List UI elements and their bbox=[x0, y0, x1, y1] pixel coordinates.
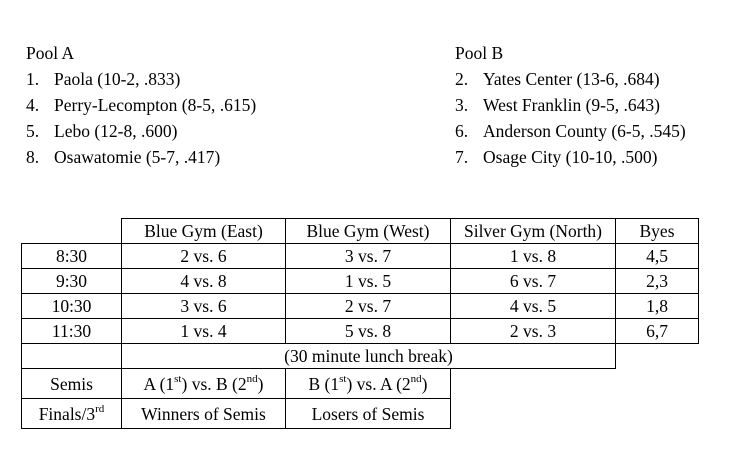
game-cell: 3 vs. 6 bbox=[122, 294, 286, 319]
pool-b bbox=[455, 40, 686, 170]
finals-game-2: Losers of Semis bbox=[286, 399, 451, 429]
team-name: West Franklin (9-5, .643) bbox=[483, 95, 660, 115]
team-name: Lebo (12-8, .600) bbox=[54, 121, 178, 141]
empty-cell bbox=[616, 344, 699, 369]
finals-row bbox=[22, 399, 699, 429]
lunch-break-cell: (30 minute lunch break) bbox=[122, 344, 616, 369]
table-row bbox=[22, 244, 699, 269]
team-name: Anderson County (6-5, .545) bbox=[483, 121, 686, 141]
team-seed: 1. bbox=[26, 69, 40, 89]
team-seed: 2. bbox=[455, 69, 469, 89]
empty-cell bbox=[22, 344, 122, 369]
team-name: Paola (10-2, .833) bbox=[54, 69, 181, 89]
pool-a-title: Pool A bbox=[26, 43, 75, 63]
game-cell: 2 vs. 6 bbox=[122, 244, 286, 269]
header-byes: Byes bbox=[616, 219, 699, 244]
game-cell: 3 vs. 7 bbox=[286, 244, 451, 269]
empty-cell bbox=[616, 369, 699, 399]
lunch-row bbox=[22, 344, 699, 369]
empty-cell bbox=[451, 399, 616, 429]
finals-label: Finals/3rd bbox=[22, 399, 122, 429]
byes-cell: 6,7 bbox=[616, 319, 699, 344]
pool-a-team bbox=[26, 66, 256, 92]
game-cell: 2 vs. 3 bbox=[451, 319, 616, 344]
team-name: Perry-Lecompton (8-5, .615) bbox=[54, 95, 257, 115]
pool-b-team bbox=[455, 144, 686, 170]
team-seed: 7. bbox=[455, 147, 469, 167]
team-seed: 6. bbox=[455, 121, 469, 141]
pool-b-team bbox=[455, 92, 686, 118]
team-name: Yates Center (13-6, .684) bbox=[483, 69, 660, 89]
game-cell: 1 vs. 8 bbox=[451, 244, 616, 269]
byes-cell: 4,5 bbox=[616, 244, 699, 269]
pool-b-title: Pool B bbox=[455, 43, 504, 63]
game-cell: 6 vs. 7 bbox=[451, 269, 616, 294]
schedule-table bbox=[21, 218, 699, 429]
header-row bbox=[22, 219, 699, 244]
team-name: Osawatomie (5-7, .417) bbox=[54, 147, 221, 167]
pool-a-team bbox=[26, 118, 256, 144]
byes-cell: 1,8 bbox=[616, 294, 699, 319]
table-row bbox=[22, 269, 699, 294]
table-row bbox=[22, 294, 699, 319]
byes-cell: 2,3 bbox=[616, 269, 699, 294]
header-blue-gym-west: Blue Gym (West) bbox=[286, 219, 451, 244]
team-seed: 4. bbox=[26, 95, 40, 115]
game-cell: 5 vs. 8 bbox=[286, 319, 451, 344]
pool-b-team bbox=[455, 66, 686, 92]
pool-b-team bbox=[455, 118, 686, 144]
pool-a-team bbox=[26, 144, 256, 170]
game-cell: 4 vs. 5 bbox=[451, 294, 616, 319]
game-cell: 2 vs. 7 bbox=[286, 294, 451, 319]
game-cell: 1 vs. 4 bbox=[122, 319, 286, 344]
team-name: Osage City (10-10, .500) bbox=[483, 147, 658, 167]
game-cell: 4 vs. 8 bbox=[122, 269, 286, 294]
finals-game-1: Winners of Semis bbox=[122, 399, 286, 429]
semis-row bbox=[22, 369, 699, 399]
semis-label: Semis bbox=[22, 369, 122, 399]
time-cell: 9:30 bbox=[22, 269, 122, 294]
team-seed: 8. bbox=[26, 147, 40, 167]
empty-cell bbox=[451, 369, 616, 399]
empty-cell bbox=[616, 399, 699, 429]
header-blue-gym-east: Blue Gym (East) bbox=[122, 219, 286, 244]
header-silver-gym-north: Silver Gym (North) bbox=[451, 219, 616, 244]
time-cell: 11:30 bbox=[22, 319, 122, 344]
pool-a-team bbox=[26, 92, 256, 118]
time-cell: 8:30 bbox=[22, 244, 122, 269]
corner-cell bbox=[22, 219, 122, 244]
semis-game-1: A (1st) vs. B (2nd) bbox=[122, 369, 286, 399]
game-cell: 1 vs. 5 bbox=[286, 269, 451, 294]
pool-a bbox=[26, 40, 256, 170]
team-seed: 5. bbox=[26, 121, 40, 141]
time-cell: 10:30 bbox=[22, 294, 122, 319]
team-seed: 3. bbox=[455, 95, 469, 115]
semis-game-2: B (1st) vs. A (2nd) bbox=[286, 369, 451, 399]
table-row bbox=[22, 319, 699, 344]
